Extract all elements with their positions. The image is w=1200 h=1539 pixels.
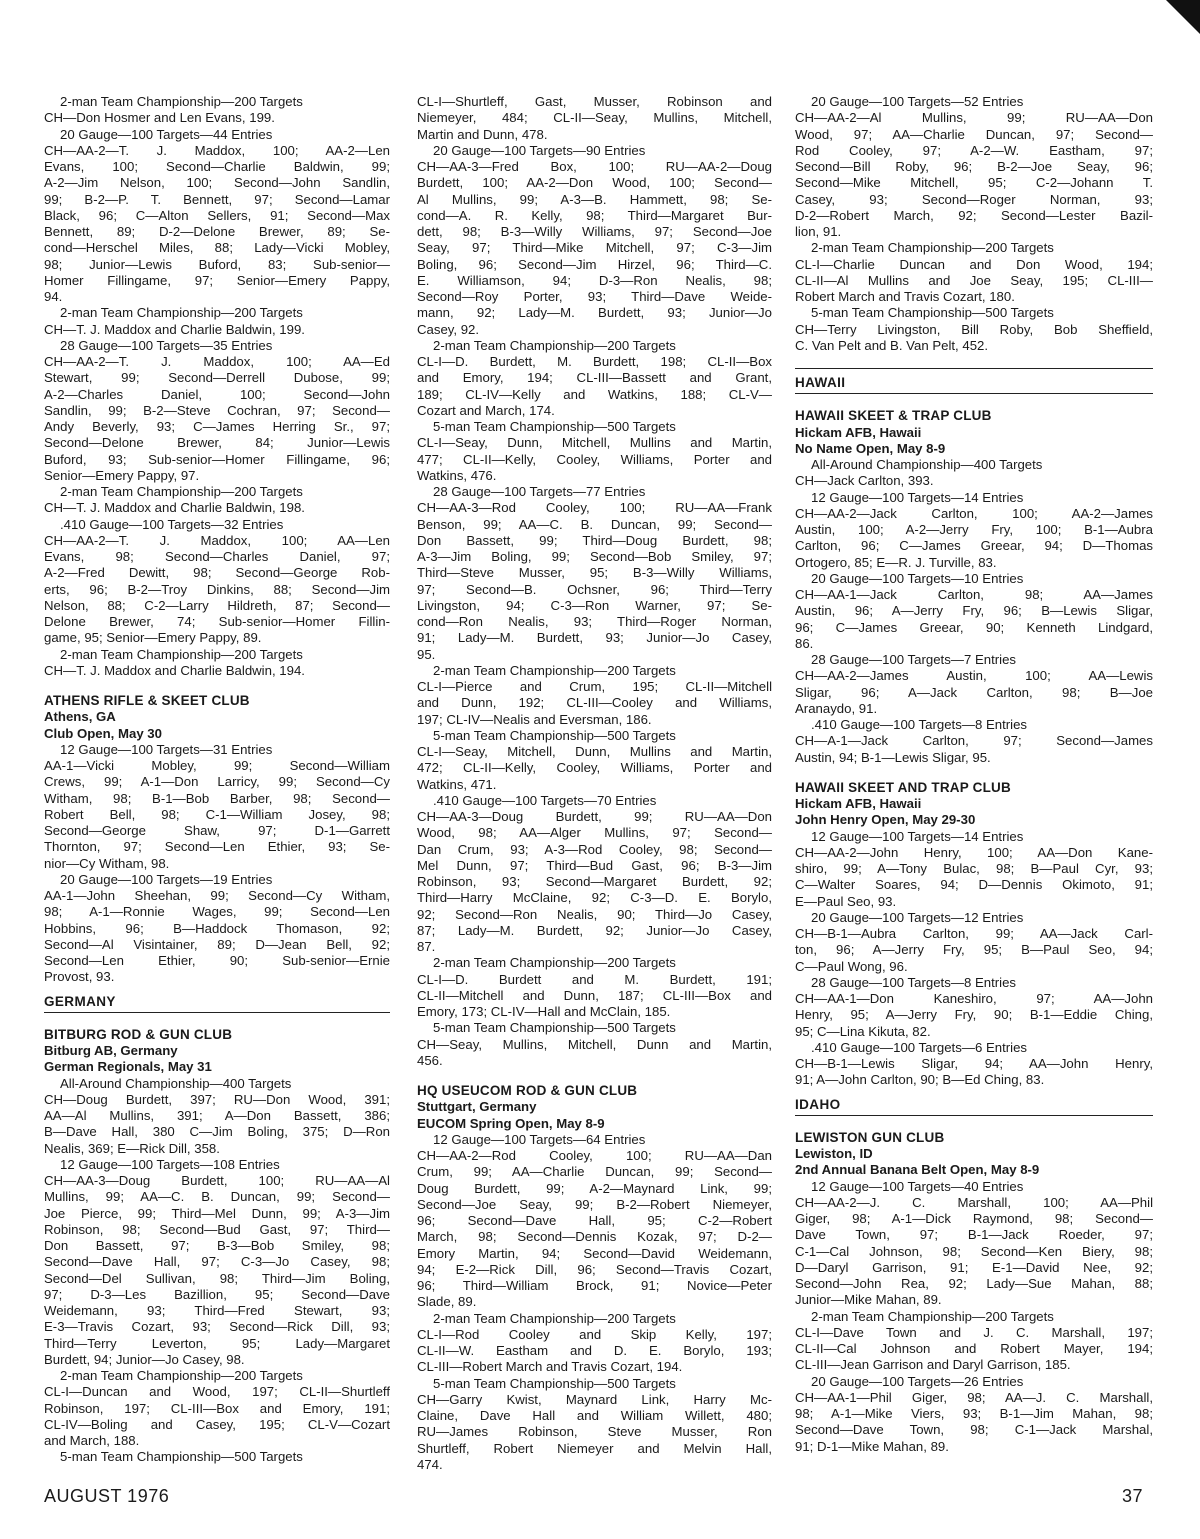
text-line: AA-1—Vicki Mobley, 99; Second—William	[44, 758, 390, 773]
text-line: CH—AA-2—Al Mullins, 99; RU—AA—Don	[795, 110, 1153, 126]
text-line: CH—Garry Kwist, Maynard Link, Harry Mc-	[417, 1391, 772, 1407]
text-line: CL-I—D. Burdett, M. Burdett, 198; CL-II—Box	[417, 354, 772, 369]
spacer	[795, 1089, 1153, 1097]
event-title: Club Open, May 30	[44, 725, 162, 741]
text-line: CH—AA-1—Don Kaneshiro, 97; AA—John	[795, 991, 1153, 1006]
text-line: Nelson, 88; C-2—Larry Hildreth, 87; Second—	[44, 597, 390, 613]
text-line: March, 98; Second—Dennis Kozak, 97; D-2—	[417, 1229, 772, 1245]
text-line: Shurtleff, Robert Niemeyer and Melvin Hall,	[417, 1440, 772, 1456]
text-line: AA-1—John Sheehan, 99; Second—Cy Witham,	[44, 888, 390, 903]
text-line: Hobbins, 96; B—Haddock Thomason, 92;	[44, 920, 390, 936]
text-line: CL-II—Mitchell and Dunn, 187; CL-III—Box and	[417, 987, 772, 1003]
club-location: Lewiston, ID	[795, 1146, 873, 1161]
club-location: Hickam AFB, Hawaii	[795, 796, 922, 811]
text-line: 96; Second—Dave Hall, 95; C-2—Robert	[417, 1213, 772, 1228]
entry-heading: 20 Gauge—100 Targets—52 Entries	[811, 94, 1024, 109]
text-line: CL-III—Jean Garrison and Daryl Garrison, 185.	[795, 1357, 1071, 1373]
text-line: CH—Jack Carlton, 393.	[795, 473, 934, 489]
text-line: Don Bassett, 97; B-3—Bob Smiley, 98;	[44, 1238, 390, 1253]
club-name: BITBURG ROD & GUN CLUB	[44, 1026, 233, 1042]
event-title: No Name Open, May 8-9	[795, 440, 946, 456]
text-line: CH—AA-3—Doug Burdett, 99; RU—AA—Don	[417, 809, 772, 824]
text-line: Senior—Emery Pappy, 97.	[44, 467, 200, 483]
text-line: E-3—Travis Cozart, 93; Second—Rick Dill, 93;	[44, 1319, 390, 1335]
entry-heading: 28 Gauge—100 Targets—7 Entries	[811, 652, 1017, 667]
text-line: 91; D-1—Mike Mahan, 89.	[795, 1438, 949, 1454]
text-line: Stewart, 99; Second—Derrell Dubose, 99;	[44, 370, 390, 386]
text-line: CH—AA-1—Jack Carlton, 98; AA—James	[795, 587, 1153, 602]
entry-heading: 2-man Team Championship—200 Targets	[60, 305, 303, 321]
text-line: Niemeyer, 484; CL-II—Seay, Mullins, Mitchell,	[417, 110, 772, 126]
text-line: CH—A-1—Jack Carlton, 97; Second—James	[795, 733, 1153, 749]
text-line: Livingston, 94; C-3—Ron Warner, 97; Se-	[417, 597, 772, 613]
text-line: Burdett, 100; AA-2—Don Wood, 100; Second—	[417, 175, 772, 191]
entry-heading: 28 Gauge—100 Targets—8 Entries	[811, 974, 1017, 990]
spacer	[44, 679, 390, 693]
text-line: CH—AA-2—Jack Carlton, 100; AA-2—James	[795, 505, 1153, 521]
text-line: Andy Beverly, 93; C—James Herring Sr., 97;	[44, 419, 390, 434]
text-line: Third—Steve Musser, 95; B-3—Willy Williams,	[417, 565, 772, 581]
text-line: Crum, 99; AA—Charlie Duncan, 99; Second—	[417, 1164, 772, 1180]
text-line: CL-I—Seay, Mitchell, Dunn, Mullins and Martin,	[417, 744, 772, 759]
entry-heading: 20 Gauge—100 Targets—90 Entries	[433, 142, 646, 158]
text-line: B—Dave Hall, 380 C—Jim Boling, 375; D—Ron	[44, 1124, 390, 1140]
text-line: Robert March and Travis Cozart, 180.	[795, 289, 1015, 304]
text-line: Buford, 93; Sub-senior—Homer Fillingame, 96;	[44, 451, 390, 467]
text-line: and Emory, 194; CL-III—Bassett and Grant,	[417, 370, 772, 386]
entry-heading: 20 Gauge—100 Targets—44 Entries	[60, 126, 273, 142]
text-line: erts, 96; B-2—Troy Dinkins, 88; Second—Jim	[44, 581, 390, 597]
text-line: Joe Pierce, 99; Third—Mel Dunn, 99; A-3—Jim	[44, 1205, 390, 1221]
text-line: Delone Brewer, 74; Sub-senior—Homer Fillin-	[44, 614, 390, 629]
event-title: German Regionals, May 31	[44, 1059, 212, 1075]
text-line: Evans, 100; Second—Charlie Baldwin, 99;	[44, 159, 390, 174]
text-line: mann, 92; Lady—M. Burdett, 93; Junior—Jo	[417, 305, 772, 321]
text-line: CH—Terry Livingston, Bill Roby, Bob Sheffield,	[795, 321, 1153, 337]
text-line: CH—Seay, Mullins, Mitchell, Dunn and Martin,	[417, 1036, 772, 1052]
text-line: 92; Second—Ron Nealis, 90; Third—Jo Casey,	[417, 906, 772, 922]
event-title: EUCOM Spring Open, May 8-9	[417, 1115, 605, 1131]
entry-heading: .410 Gauge—100 Targets—8 Entries	[811, 717, 1028, 732]
spacer	[795, 766, 1153, 780]
text-line: Austin, 100; A-2—Jerry Fry, 100; B-1—Aubra	[795, 522, 1153, 537]
text-line: shiro, 99; A—Tony Bulac, 98; B—Paul Cyr, 93;	[795, 861, 1153, 876]
text-line: Henry, 95; A—Jerry Fry, 90; B-1—Eddie Ching,	[795, 1007, 1153, 1023]
text-line: and Dunn, 192; CL-III—Cooley and Williams,	[417, 695, 772, 711]
club-location: Athens, GA	[44, 709, 116, 725]
entry-heading: 2-man Team Championship—200 Targets	[433, 337, 676, 353]
text-line: Second—Dave Town, 98; C-1—Jack Marshal,	[795, 1422, 1153, 1438]
text-line: Rod Cooley, 97; A-2—W. Eastham, 97;	[795, 142, 1153, 158]
text-line: Crews, 99; A-1—Don Larricy, 99; Second—Cy	[44, 774, 390, 790]
text-line: 189; CL-IV—Kelly and Watkins, 188; CL-V—	[417, 386, 772, 402]
club-location: Bitburg AB, Germany	[44, 1043, 178, 1058]
entry-heading: 2-man Team Championship—200 Targets	[60, 646, 303, 662]
entry-heading: 5-man Team Championship—500 Targets	[60, 1449, 303, 1465]
club-name: ATHENS RIFLE & SKEET CLUB	[44, 693, 250, 708]
text-line: Second—Dave Hall, 97; C-3—Jo Casey, 98;	[44, 1254, 390, 1270]
entry-heading: 28 Gauge—100 Targets—77 Entries	[433, 484, 646, 499]
text-line: 87.	[417, 939, 436, 954]
entry-heading: 2-man Team Championship—200 Targets	[60, 94, 303, 109]
text-line: Second—Joe Seay, 99; B-2—Robert Niemeyer,	[417, 1196, 772, 1212]
spacer	[795, 354, 1153, 368]
text-line: cond—A. R. Kelly, 98; Third—Margaret Bur-	[417, 207, 772, 223]
text-line: E—Paul Seo, 93.	[795, 893, 897, 909]
text-line: cond—Herschel Miles, 88; Lady—Vicki Mobley,	[44, 240, 390, 256]
text-line: Giger, 98; A-1—Dick Raymond, 98; Second—	[795, 1211, 1153, 1226]
text-line: CL-I—Shurtleff, Gast, Musser, Robinson and	[417, 94, 772, 109]
text-line: Provost, 93.	[44, 969, 115, 985]
column-2	[417, 94, 772, 1473]
event-title: 2nd Annual Banana Belt Open, May 8-9	[795, 1162, 1040, 1178]
text-line: Emory, 173; CL-IV—Hall and McClain, 185.	[417, 1004, 671, 1019]
text-line: Austin, 94; B-1—Lewis Sligar, 95.	[795, 749, 991, 765]
text-line: C—Paul Wong, 96.	[795, 958, 908, 974]
text-line: Weidemann, 93; Third—Fred Stewart, 93;	[44, 1303, 390, 1318]
entry-heading: 20 Gauge—100 Targets—19 Entries	[60, 871, 273, 887]
text-line: 95.	[417, 646, 436, 662]
spacer	[44, 1019, 390, 1027]
text-line: CL-III—Robert March and Travis Cozart, 194.	[417, 1359, 683, 1375]
text-line: 97; Second—B. Ochsner, 96; Third—Terry	[417, 581, 772, 597]
text-line: A-2—Charles Daniel, 100; Second—John	[44, 386, 390, 402]
text-line: CH—T. J. Maddox and Charlie Baldwin, 198.	[44, 500, 305, 516]
text-line: Don Bassett, 99; Third—Doug Burdett, 98;	[417, 532, 772, 548]
text-line: 456.	[417, 1052, 443, 1068]
text-line: Boling, 96; Second—Jim Hirzel, 96; Third—C.	[417, 256, 772, 272]
text-line: Thornton, 97; Second—Len Ethier, 93; Se-	[44, 839, 390, 855]
text-line: CH—AA-2—James Austin, 100; AA—Lewis	[795, 668, 1153, 684]
entry-heading: 20 Gauge—100 Targets—12 Entries	[811, 909, 1024, 925]
state-header: GERMANY	[44, 994, 390, 1013]
text-line: Al Mullins, 99; A-3—B. Hammett, 98; Se-	[417, 191, 772, 207]
text-line: 474.	[417, 1456, 443, 1472]
text-line: Casey, 93; Second—Roger Norman, 93;	[795, 191, 1153, 207]
text-line: Martin and Dunn, 478.	[417, 126, 548, 142]
text-line: lion, 91.	[795, 224, 842, 239]
text-line: 91; Lady—M. Burdett, 93; Junior—Jo Casey,	[417, 630, 772, 646]
text-line: C-1—Cal Johnson, 98; Second—Ken Biery, 98;	[795, 1243, 1153, 1259]
text-line: Doug Burdett, 99; A-2—Maynard Link, 99;	[417, 1180, 772, 1196]
text-line: Watkins, 476.	[417, 467, 497, 483]
text-line: CL-I—Dave Town and J. C. Marshall, 197;	[795, 1324, 1153, 1340]
entry-heading: 5-man Team Championship—500 Targets	[433, 1020, 676, 1036]
text-line: 197; CL-IV—Nealis and Eversman, 186.	[417, 711, 652, 727]
entry-heading: 5-man Team Championship—500 Targets	[433, 419, 676, 434]
section-divider	[795, 368, 1153, 369]
text-line: D-2—Robert March, 92; Second—Lester Bazil-	[795, 207, 1153, 223]
text-line: D—Daryl Garrison, 91; E-1—David Nee, 92;	[795, 1259, 1153, 1275]
text-line: Second—Roy Porter, 93; Third—Dave Weide-	[417, 289, 772, 304]
text-line: CH—AA-3—Fred Box, 100; RU—AA-2—Doug	[417, 159, 772, 174]
text-line: Dan Crum, 93; A-3—Rod Cooley, 98; Second—	[417, 841, 772, 857]
text-line: Second—Al Visintainer, 89; D—Jean Bell, 92;	[44, 936, 390, 952]
text-line: Wood, 98; AA—Alger Mullins, 97; Second—	[417, 825, 772, 841]
entry-heading: 5-man Team Championship—500 Targets	[811, 305, 1054, 321]
entry-heading: 2-man Team Championship—200 Targets	[433, 662, 676, 678]
text-line: Dave Town, 97; B-1—Jack Roeder, 97;	[795, 1227, 1153, 1243]
text-line: Bennett, 89; D-2—Delone Brewer, 89; Se-	[44, 224, 390, 239]
club-location: Hickam AFB, Hawaii	[795, 424, 922, 440]
text-line: nior—Cy Witham, 98.	[44, 855, 170, 871]
text-line: CH—AA-3—Doug Burdett, 100; RU—AA—Al	[44, 1173, 390, 1188]
text-line: 96; C—James Greear, 90; Kenneth Lindgard,	[795, 619, 1153, 635]
text-line: 477; CL-II—Kelly, Cooley, Williams, Porter and	[417, 451, 772, 467]
spacer	[795, 400, 1153, 408]
text-line: Robert Bell, 98; C-1—William Josey, 98;	[44, 806, 390, 822]
text-line: Nealis, 369; E—Rick Dill, 358.	[44, 1140, 220, 1156]
text-line: Mullins, 99; AA—C. B. Duncan, 99; Second—	[44, 1189, 390, 1205]
text-line: and March, 188.	[44, 1433, 140, 1448]
entry-heading: 12 Gauge—100 Targets—108 Entries	[60, 1156, 280, 1172]
text-line: Black, 96; C—Alton Sellers, 91; Second—Max	[44, 207, 390, 223]
text-line: Second—Delone Brewer, 84; Junior—Lewis	[44, 435, 390, 451]
text-line: Sligar, 96; A—Jack Carlton, 98; B—Joe	[795, 684, 1153, 700]
entry-heading: All-Around Championship—400 Targets	[811, 457, 1043, 472]
text-line: Cozart and March, 174.	[417, 402, 555, 418]
text-line: C. Van Pelt and B. Van Pelt, 452.	[795, 337, 989, 353]
spacer	[795, 1122, 1153, 1130]
text-line: Seay, 97; Third—Mike Mitchell, 97; C-3—Jim	[417, 240, 772, 256]
text-line: Second—John Rea, 92; Lady—Sue Mahan, 88;	[795, 1276, 1153, 1291]
text-line: CH—AA-2—T. J. Maddox, 100; AA—Ed	[44, 354, 390, 369]
text-line: ton, 96; A—Jerry Fry, 95; B—Paul Seo, 94;	[795, 942, 1153, 958]
text-line: Burdett, 94; Junior—Jo Casey, 98.	[44, 1351, 245, 1367]
entry-heading: 12 Gauge—100 Targets—64 Entries	[433, 1131, 646, 1147]
text-line: Aranaydo, 91.	[795, 700, 878, 716]
entry-heading: 2-man Team Championship—200 Targets	[811, 1308, 1054, 1324]
text-line: CL-I—D. Burdett and M. Burdett, 191;	[417, 971, 772, 987]
entry-heading: All-Around Championship—400 Targets	[60, 1075, 292, 1091]
text-line: CL-II—Al Mullins and Joe Seay, 195; CL-III—	[795, 272, 1153, 288]
text-line: Ortogero, 85; E—R. J. Turville, 83.	[795, 554, 997, 570]
text-line: Third—Harry McClaine, 92; C-3—D. E. Borylo,	[417, 890, 772, 906]
text-line: Austin, 96; A—Jerry Fry, 96; B—Lewis Sligar,	[795, 603, 1153, 619]
entry-heading: .410 Gauge—100 Targets—32 Entries	[60, 516, 284, 532]
corner-mark	[1166, 0, 1200, 34]
entry-heading: 2-man Team Championship—200 Targets	[433, 955, 676, 971]
entry-heading: 20 Gauge—100 Targets—26 Entries	[811, 1373, 1024, 1389]
text-line: CH—AA-2—T. J. Maddox, 100; AA—Len	[44, 532, 390, 548]
entry-heading: 12 Gauge—100 Targets—40 Entries	[811, 1178, 1024, 1194]
text-line: C—Walter Soares, 94; D—Dennis Okimoto, 91;	[795, 877, 1153, 893]
text-line: 96; Third—William Brock, 91; Novice—Peter	[417, 1278, 772, 1293]
text-line: Second—Mike Mitchell, 95; C-2—Johann T.	[795, 175, 1153, 191]
text-line: CH—Don Hosmer and Len Evans, 199.	[44, 110, 275, 126]
entry-heading: 20 Gauge—100 Targets—10 Entries	[811, 570, 1024, 586]
state-header: HAWAII	[795, 375, 1153, 394]
text-line: Mel Dunn, 97; Third—Bud Gast, 96; B-3—Jim	[417, 857, 772, 873]
club-name: HQ USEUCOM ROD & GUN CLUB	[417, 1083, 638, 1098]
text-line: 97; D-3—Les Bazillion, 95; Second—Dave	[44, 1286, 390, 1302]
club-name: HAWAII SKEET AND TRAP CLUB	[795, 779, 1011, 795]
text-line: A-2—Jim Nelson, 100; Second—John Sandlin,	[44, 175, 390, 191]
text-line: CL-I—Rod Cooley and Skip Kelly, 197;	[417, 1326, 772, 1342]
text-line: 98; A-1—Mike Viers, 93; B-1—Jim Mahan, 98;	[795, 1406, 1153, 1421]
text-line: Benson, 99; AA—C. B. Duncan, 99; Second—	[417, 516, 772, 532]
club-name: LEWISTON GUN CLUB	[795, 1129, 945, 1145]
text-line: Robinson, 197; CL-III—Box and Emory, 191;	[44, 1400, 390, 1416]
page-number: 37	[1122, 1486, 1144, 1506]
text-line: 99; B-2—P. T. Bennett, 97; Second—Lamar	[44, 191, 390, 207]
text-line: cond—Ron Nealis, 93; Third—Roger Norman,	[417, 614, 772, 629]
entry-heading: .410 Gauge—100 Targets—70 Entries	[433, 792, 657, 808]
text-line: Evans, 98; Second—Charles Daniel, 97;	[44, 549, 390, 564]
entry-heading: 12 Gauge—100 Targets—14 Entries	[811, 489, 1024, 505]
text-line: CL-I—Pierce and Crum, 195; CL-II—Mitchell	[417, 679, 772, 694]
text-line: CL-II—W. Eastham and D. E. Borylo, 193;	[417, 1343, 772, 1358]
text-line: Wood, 97; AA—Charlie Duncan, 97; Second—	[795, 126, 1153, 142]
text-line: 94; E-2—Rick Dill, 96; Second—Travis Cozart,	[417, 1261, 772, 1277]
text-line: CH—AA-3—Rod Cooley, 100; RU—AA—Frank	[417, 500, 772, 516]
text-line: Claine, Dave Hall and William Willett, 480;	[417, 1408, 772, 1423]
entry-heading: 2-man Team Championship—200 Targets	[811, 240, 1054, 256]
text-line: 87; Lady—M. Burdett, 92; Junior—Jo Casey,	[417, 922, 772, 938]
text-line: Robinson, 93; Second—Margaret Burdett, 92;	[417, 874, 772, 889]
text-line: CH—B-1—Aubra Carlton, 99; AA—Jack Carl-	[795, 926, 1153, 941]
text-line: 472; CL-II—Kelly, Cooley, Williams, Porter and	[417, 760, 772, 776]
spacer	[44, 986, 390, 994]
text-line: AA—Al Mullins, 391; A—Don Bassett, 386;	[44, 1108, 390, 1123]
text-line: CH—AA-1—Phil Giger, 98; AA—J. C. Marshall,	[795, 1389, 1153, 1405]
text-line: Second—Bill Roby, 96; B-2—Joe Seay, 96;	[795, 159, 1153, 174]
text-line: Emory Martin, 94; Second—David Weidemann,	[417, 1245, 772, 1261]
text-line: A-2—Fred Dewitt, 98; Second—George Rob-	[44, 565, 390, 581]
text-line: Homer Fillingame, 97; Senior—Emery Pappy,	[44, 272, 390, 288]
text-line: CH—Doug Burdett, 397; RU—Don Wood, 391;	[44, 1091, 390, 1107]
club-location: Stuttgart, Germany	[417, 1099, 537, 1115]
text-line: CH—AA-2—John Henry, 100; AA—Don Kane-	[795, 844, 1153, 860]
text-line: Carlton, 96; C—James Greear, 94; D—Thomas	[795, 538, 1153, 554]
text-line: CL-IV—Boling and Casey, 195; CL-V—Cozart	[44, 1416, 390, 1432]
text-line: CL-I—Seay, Dunn, Mitchell, Mullins and Martin,	[417, 435, 772, 451]
entry-heading: 2-man Team Championship—200 Targets	[433, 1310, 676, 1326]
text-line: Witham, 98; B-1—Bob Barber, 98; Second—	[44, 790, 390, 806]
text-line: Junior—Mike Mahan, 89.	[795, 1292, 942, 1308]
spacer	[417, 1069, 772, 1083]
text-line: Robinson, 98; Second—Bud Gast, 97; Third—	[44, 1221, 390, 1237]
text-line: CH—T. J. Maddox and Charlie Baldwin, 199.	[44, 321, 305, 337]
text-line: CL-II—Cal Johnson and Robert Mayer, 194;	[795, 1341, 1153, 1356]
issue-date: AUGUST 1976	[44, 1486, 170, 1506]
text-line: Second—Len Ethier, 90; Sub-senior—Ernie	[44, 953, 390, 968]
text-line: CH—AA-2—Rod Cooley, 100; RU—AA—Dan	[417, 1148, 772, 1163]
entry-heading: .410 Gauge—100 Targets—6 Entries	[811, 1039, 1028, 1055]
text-line: Slade, 89.	[417, 1294, 477, 1310]
text-line: CL-I—Charlie Duncan and Don Wood, 194;	[795, 256, 1153, 272]
text-line: 95; C—Lina Kikuta, 82.	[795, 1023, 931, 1039]
text-line: CH—T. J. Maddox and Charlie Baldwin, 194.	[44, 662, 305, 678]
text-line: E. Williamson, 94; D-3—Ron Nealis, 98;	[417, 272, 772, 288]
text-line: A-3—Jim Boling, 99; Second—Bob Smiley, 97;	[417, 549, 772, 564]
text-line: 94.	[44, 289, 63, 304]
text-line: Watkins, 471.	[417, 776, 497, 792]
text-line: Second—Del Sullivan, 98; Third—Jim Boling,	[44, 1270, 390, 1286]
text-line: Sandlin, 99; B-2—Steve Cochran, 97; Second—	[44, 402, 390, 418]
column-1	[44, 94, 390, 1466]
text-line: Casey, 92.	[417, 321, 480, 337]
text-line: 98; A-1—Ronnie Wages, 99; Second—Len	[44, 904, 390, 920]
text-line: dett, 98; B-3—Willy Williams, 97; Second—Joe	[417, 224, 772, 239]
entry-heading: 2-man Team Championship—200 Targets	[60, 484, 303, 499]
entry-heading: 5-man Team Championship—500 Targets	[433, 727, 676, 743]
text-line: 98; Junior—Lewis Buford, 83; Sub-senior—	[44, 256, 390, 272]
text-line: Third—Terry Leverton, 95; Lady—Margaret	[44, 1335, 390, 1351]
entry-heading: 28 Gauge—100 Targets—35 Entries	[60, 337, 273, 353]
column-3	[795, 94, 1153, 1455]
entry-heading: 5-man Team Championship—500 Targets	[433, 1375, 676, 1391]
text-line: game, 95; Senior—Emery Pappy, 89.	[44, 630, 262, 646]
state-header: IDAHO	[795, 1097, 1153, 1116]
text-line: 86.	[795, 635, 814, 651]
entry-heading: 12 Gauge—100 Targets—31 Entries	[60, 741, 273, 757]
entry-heading: 2-man Team Championship—200 Targets	[60, 1368, 303, 1383]
club-name: HAWAII SKEET & TRAP CLUB	[795, 408, 992, 424]
event-title: John Henry Open, May 29-30	[795, 812, 976, 828]
text-line: RU—James Robinson, Steve Musser, Ron	[417, 1424, 772, 1440]
text-line: CH—B-1—Lewis Sligar, 94; AA—John Henry,	[795, 1056, 1153, 1071]
text-line: Second—George Shaw, 97; D-1—Garrett	[44, 823, 390, 838]
text-line: 91; A—John Carlton, 90; B—Ed Ching, 83.	[795, 1072, 1045, 1088]
text-line: CH—AA-2—J. C. Marshall, 100; AA—Phil	[795, 1194, 1153, 1210]
text-line: CL-I—Duncan and Wood, 197; CL-II—Shurtleff	[44, 1384, 390, 1400]
text-line: CH—AA-2—T. J. Maddox, 100; AA-2—Len	[44, 142, 390, 158]
entry-heading: 12 Gauge—100 Targets—14 Entries	[811, 828, 1024, 844]
